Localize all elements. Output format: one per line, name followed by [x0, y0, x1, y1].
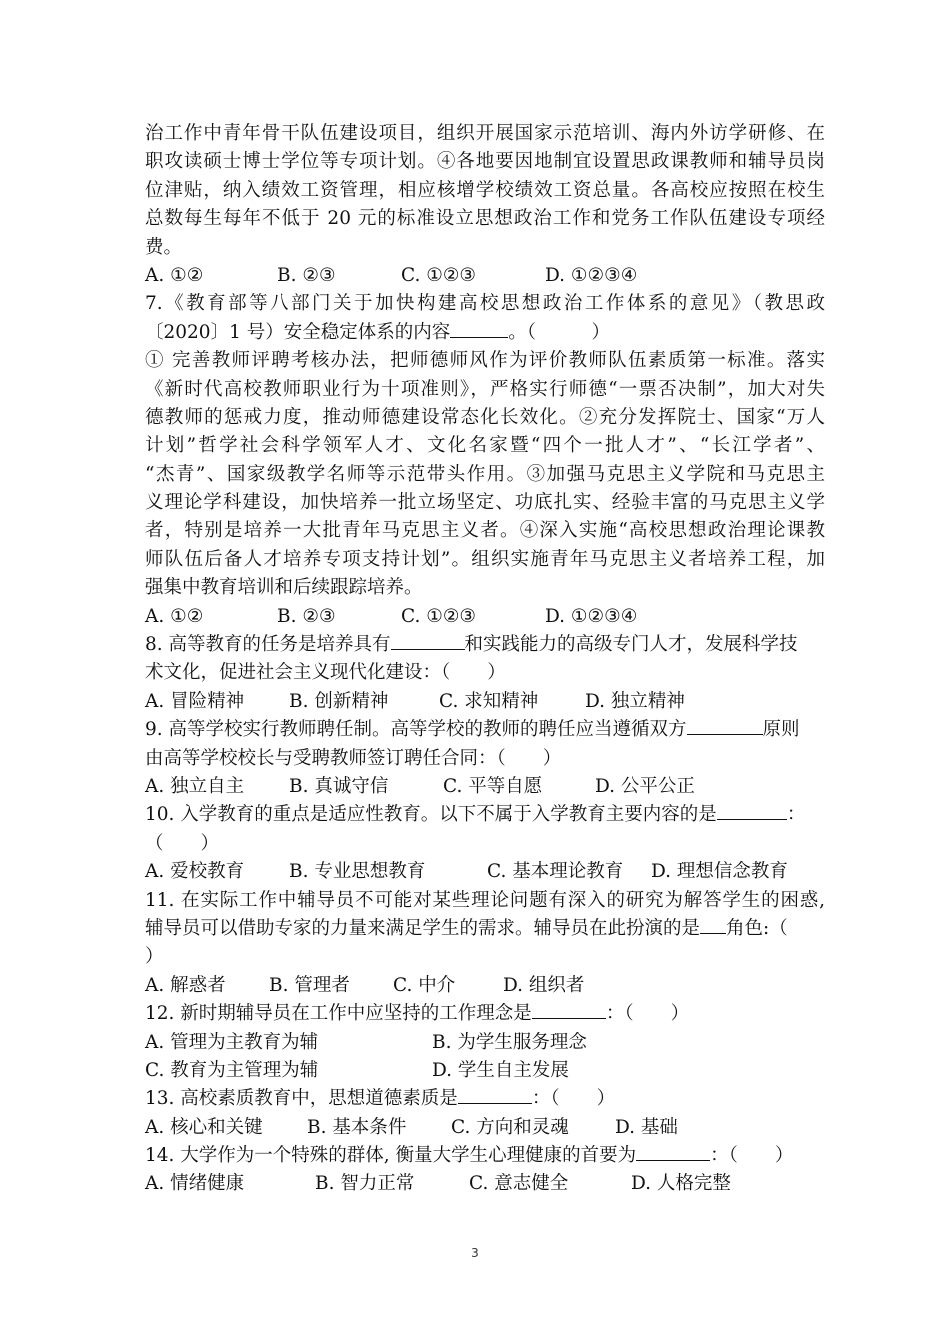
q12-option-c: C. 教育为主管理为辅 — [145, 1059, 319, 1081]
q13-stem-text: 13. 高校素质教育中，思想道德素质是 — [145, 1088, 458, 1110]
q7-option-b: B. ②③ — [277, 605, 336, 627]
q8-stem-text: 8. 高等教育的任务是培养具有 — [145, 634, 391, 656]
q11-option-c: C. 中介 — [393, 974, 456, 996]
q9-stem-line-2: 由高等学校校长与受聘教师签订聘任合同：（ ） — [145, 747, 562, 769]
q8-option-a: A. 冒险精神 — [145, 690, 245, 712]
q9-option-d: D. 公平公正 — [595, 775, 695, 797]
q8-options — [145, 688, 825, 716]
q9-option-b: B. 真诚守信 — [289, 775, 389, 797]
q10-options — [145, 858, 825, 886]
q11-option-a: A. 解惑者 — [145, 974, 226, 996]
q7-answer-blank — [450, 319, 508, 338]
q6-line-4: 总数每生每年不低于 20 元的标准设立思想政治工作和党务工作队伍建设专项经 — [145, 208, 825, 230]
q7-body-line-1: ① 完善教师评聘考核办法，把师德师风作为评价教师队伍素质第一标准。落实 — [145, 350, 825, 372]
q12-option-a: A. 管理为主教育为辅 — [145, 1031, 319, 1053]
q11-stem-line-1: 11. 在实际工作中辅导员不可能对某些理论问题有深入的研究为解答学生的困惑, — [145, 889, 825, 911]
q14-stem-paren: ：（ ） — [710, 1145, 794, 1167]
q7-body-line-2: 《新时代高校教师职业行为十项准则》，严格实行师德“一票否决制”，加大对失 — [145, 378, 825, 400]
q6-line-2: 职攻读硕士博士学位等专项计划。④各地要因地制宜设置思政课教师和辅导员岗 — [145, 151, 825, 173]
q8-option-b: B. 创新精神 — [289, 690, 389, 712]
q13-option-d: D. 基础 — [615, 1116, 678, 1138]
q14-option-c: C. 意志健全 — [469, 1173, 569, 1195]
q10-answer-blank — [717, 801, 787, 820]
q10-option-d: D. 理想信念教育 — [651, 861, 788, 883]
q7-stem-text: 〔2020〕1 号）安全稳定体系的内容 — [145, 321, 451, 343]
q11-answer-blank — [700, 915, 726, 934]
q8-option-d: D. 独立精神 — [585, 690, 685, 712]
q7-body-line-8: 师队伍后备人才培养专项支持计划”。组织实施青年马克思主义者培养工程，加 — [145, 548, 825, 570]
q7-body-line-7: 者，特别是培养一大批青年马克思主义者。④深入实施“高校思想政治理论课教 — [145, 520, 825, 542]
q11-stem-text-cont: 角色:（ — [726, 917, 788, 939]
q7-option-c: C. ①②③ — [401, 605, 477, 627]
q7-option-a: A. ①② — [145, 605, 204, 627]
q7-option-d: D. ①②③④ — [545, 605, 638, 627]
q7-body-line-9: 强集中教育培训和后续跟踪培养。 — [145, 577, 423, 599]
q12-options-row-2 — [145, 1057, 825, 1085]
q7-stem-line-1: 7.《教育部等八部门关于加快构建高校思想政治工作体系的意见》（教思政 — [145, 293, 825, 315]
q11-option-d: D. 组织者 — [503, 974, 585, 996]
q6-options — [145, 262, 825, 290]
q9-option-c: C. 平等自愿 — [443, 775, 543, 797]
q6-line-5: 费。 — [145, 236, 183, 258]
q14-stem-line-1 — [145, 1142, 825, 1170]
q11-stem-line-3: ） — [145, 946, 164, 968]
q6-line-3: 位津贴，纳入绩效工资管理，相应核增学校绩效工资总量。各高校应按照在校生 — [145, 179, 825, 201]
q12-stem-text: 12. 新时期辅导员在工作中应坚持的工作理念是 — [145, 1003, 532, 1025]
q10-option-b: B. 专业思想教育 — [289, 861, 426, 883]
q11-stem-text: 辅导员可以借助专家的力量来满足学生的需求。辅导员在此扮演的是 — [145, 917, 701, 939]
q6-option-c: C. ①②③ — [401, 264, 477, 286]
q10-stem-line-2: （ ） — [145, 832, 220, 854]
q13-option-c: C. 方向和灵魂 — [451, 1116, 569, 1138]
q14-option-a: A. 情绪健康 — [145, 1173, 245, 1195]
q12-answer-blank — [532, 1000, 606, 1019]
q12-option-d: D. 学生自主发展 — [432, 1059, 569, 1081]
q9-option-a: A. 独立自主 — [145, 775, 245, 797]
q7-body-line-4: 计划”哲学社会科学领军人才、文化名家暨“四个一批人才”、“长江学者”、 — [145, 435, 825, 457]
q10-stem-line-1 — [145, 801, 825, 829]
q8-stem-line-2: 术文化，促进社会主义现代化建设：（ ） — [145, 662, 506, 684]
q14-option-b: B. 智力正常 — [315, 1173, 415, 1195]
q14-option-d: D. 人格完整 — [631, 1173, 731, 1195]
q13-answer-blank — [458, 1085, 532, 1104]
page-number: 3 — [471, 1246, 479, 1260]
q6-option-a: A. ①② — [145, 264, 204, 286]
q13-stem-paren: ：（ ） — [531, 1088, 616, 1110]
q7-stem-line-2 — [145, 319, 825, 347]
q8-stem-line-1 — [145, 631, 825, 659]
q7-stem-paren: 。（ ） — [508, 321, 610, 343]
q10-option-c: C. 基本理论教育 — [487, 861, 624, 883]
q6-line-1: 治工作中青年骨干队伍建设项目，组织开展国家示范培训、海内外访学研修、在 — [145, 123, 825, 144]
q7-body-line-5: “杰青”、国家级教学名师等示范带头作用。③加强马克思主义学院和马克思主 — [145, 463, 825, 485]
page-content — [145, 120, 825, 1199]
q7-options — [145, 603, 825, 631]
q8-stem-text-cont: 和实践能力的高级专门人才，发展科学技 — [464, 634, 798, 656]
q9-stem-text-cont: 原则 — [762, 719, 800, 741]
q11-stem-line-2 — [145, 915, 825, 943]
q9-stem-text: 9. 高等学校实行教师聘任制。高等学校的教师的聘任应当遵循双方 — [145, 719, 687, 741]
q6-option-b: B. ②③ — [277, 264, 336, 286]
q12-option-b: B. 为学生服务理念 — [432, 1031, 587, 1053]
q14-options — [145, 1170, 825, 1198]
q14-stem-text: 14. 大学作为一个特殊的群体, 衡量大学生心理健康的首要为 — [145, 1145, 637, 1167]
q9-options — [145, 773, 825, 801]
q13-option-a: A. 核心和关键 — [145, 1116, 263, 1138]
q6-option-d: D. ①②③④ — [545, 264, 638, 286]
q9-answer-blank — [687, 716, 763, 735]
q13-stem-line-1 — [145, 1085, 825, 1113]
q12-stem-paren: ：（ ） — [605, 1003, 690, 1025]
q11-options — [145, 972, 825, 1000]
q10-option-a: A. 爱校教育 — [145, 861, 245, 883]
q9-stem-line-1 — [145, 716, 825, 744]
q13-option-b: B. 基本条件 — [307, 1116, 407, 1138]
q10-stem-text: 10. 入学教育的重点是适应性教育。以下不属于入学教育主要内容的是 — [145, 804, 717, 826]
q8-option-c: C. 求知精神 — [439, 690, 539, 712]
q12-stem-line-1 — [145, 1000, 825, 1028]
q14-answer-blank — [636, 1142, 710, 1161]
q7-body-line-3: 德教师的惩戒力度，推动师德建设常态化长效化。②充分发挥院士、国家“万人 — [145, 406, 825, 428]
q7-body-line-6: 义理论学科建设，加快培养一批立场坚定、功底扎实、经验丰富的马克思主义学 — [145, 492, 825, 514]
q10-stem-colon: ： — [786, 804, 806, 826]
q12-options-row-1 — [145, 1029, 825, 1057]
q13-options — [145, 1114, 825, 1142]
q11-option-b: B. 管理者 — [269, 974, 350, 996]
q8-answer-blank — [391, 631, 465, 650]
